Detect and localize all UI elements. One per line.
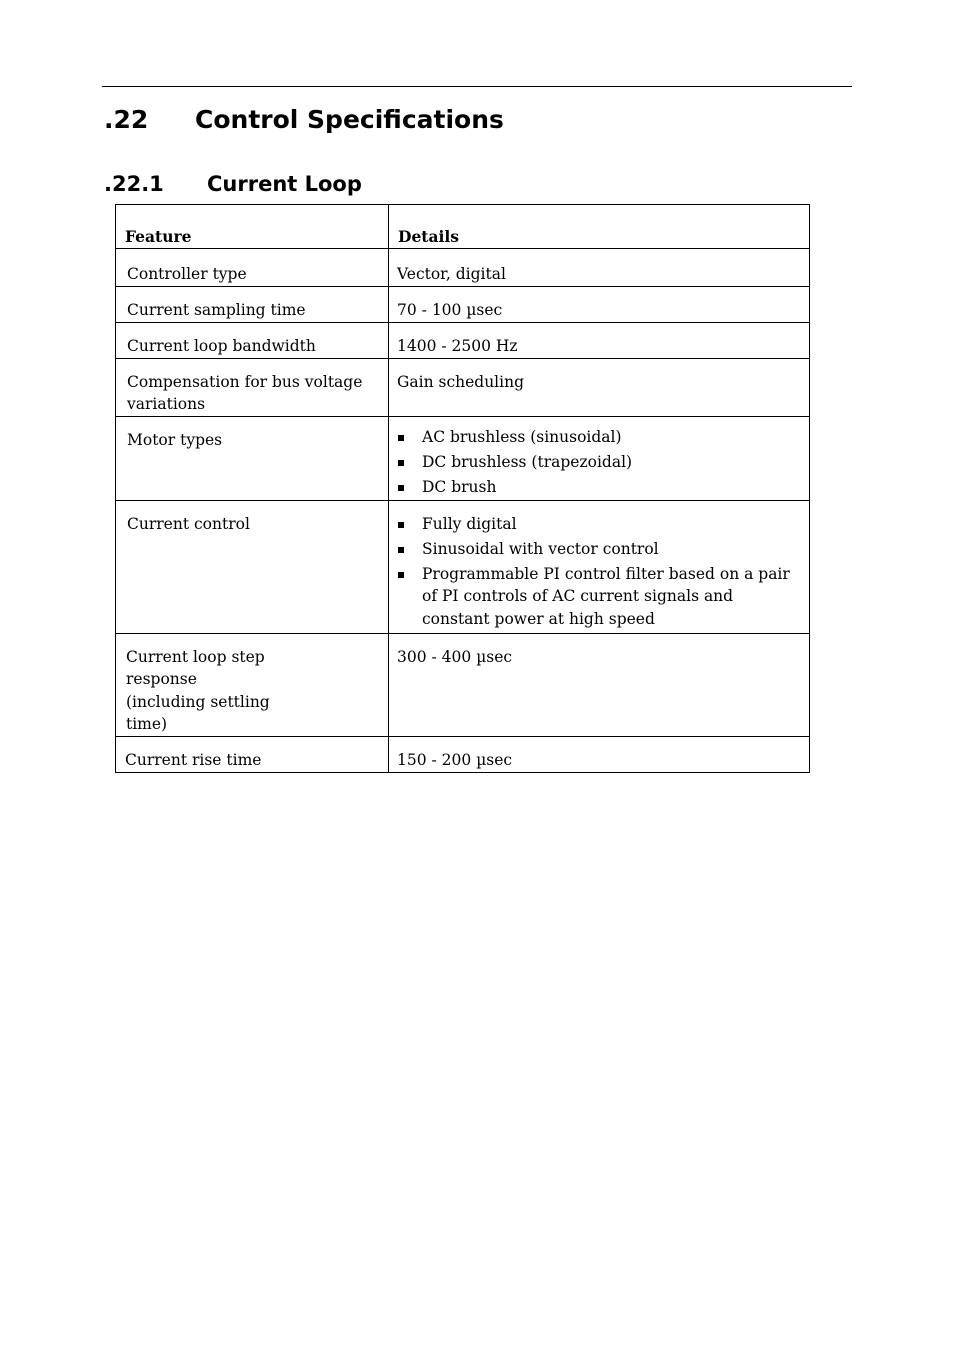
square-bullet-icon (398, 485, 404, 491)
subsection-number: .22.1 (104, 172, 164, 196)
square-bullet-icon (398, 572, 404, 578)
details-cell (389, 416, 810, 500)
table-row (116, 249, 810, 287)
section-heading (104, 103, 504, 137)
square-bullet-icon (398, 435, 404, 441)
list-item: Programmable PI control filter based on a pair of PI controls of AC current signals and constant power at high speed (397, 563, 799, 631)
list-item: Fully digital (397, 513, 799, 536)
motor-types-list (397, 426, 799, 499)
table-row (116, 322, 810, 358)
table-header-row (116, 205, 810, 249)
list-item: DC brushless (trapezoidal) (397, 451, 799, 474)
current-control-list (397, 513, 799, 631)
current-loop-spec-table (115, 204, 810, 773)
details-cell: 150 - 200 µsec (389, 736, 810, 772)
table-row (116, 358, 810, 416)
header-rule (102, 86, 852, 87)
feature-cell: Compensation for bus voltage variations (116, 358, 389, 416)
table-row (116, 633, 810, 736)
feature-column-header: Feature (116, 205, 389, 249)
list-item: DC brush (397, 476, 799, 499)
feature-cell: Motor types (116, 416, 389, 500)
feature-cell: Current rise time (116, 736, 389, 772)
square-bullet-icon (398, 522, 404, 528)
details-cell (389, 500, 810, 633)
subsection-title: Current Loop (207, 172, 362, 196)
table-row (116, 500, 810, 633)
details-cell: 70 - 100 µsec (389, 286, 810, 322)
feature-cell: Current sampling time (116, 286, 389, 322)
feature-cell: Current loop step response (including settling time) (116, 633, 389, 736)
section-title: Control Specifications (195, 105, 504, 134)
list-item: AC brushless (sinusoidal) (397, 426, 799, 449)
details-cell: Vector, digital (389, 249, 810, 287)
feature-cell: Controller type (116, 249, 389, 287)
details-column-header: Details (389, 205, 810, 249)
section-number: .22 (104, 105, 149, 134)
details-cell: 1400 - 2500 Hz (389, 322, 810, 358)
list-item: Sinusoidal with vector control (397, 538, 799, 561)
table-row (116, 736, 810, 772)
table-row (116, 416, 810, 500)
feature-cell: Current loop bandwidth (116, 322, 389, 358)
details-cell: Gain scheduling (389, 358, 810, 416)
details-cell: 300 - 400 µsec (389, 633, 810, 736)
subsection-heading (104, 169, 362, 199)
square-bullet-icon (398, 460, 404, 466)
feature-cell: Current control (116, 500, 389, 633)
square-bullet-icon (398, 547, 404, 553)
table-row (116, 286, 810, 322)
